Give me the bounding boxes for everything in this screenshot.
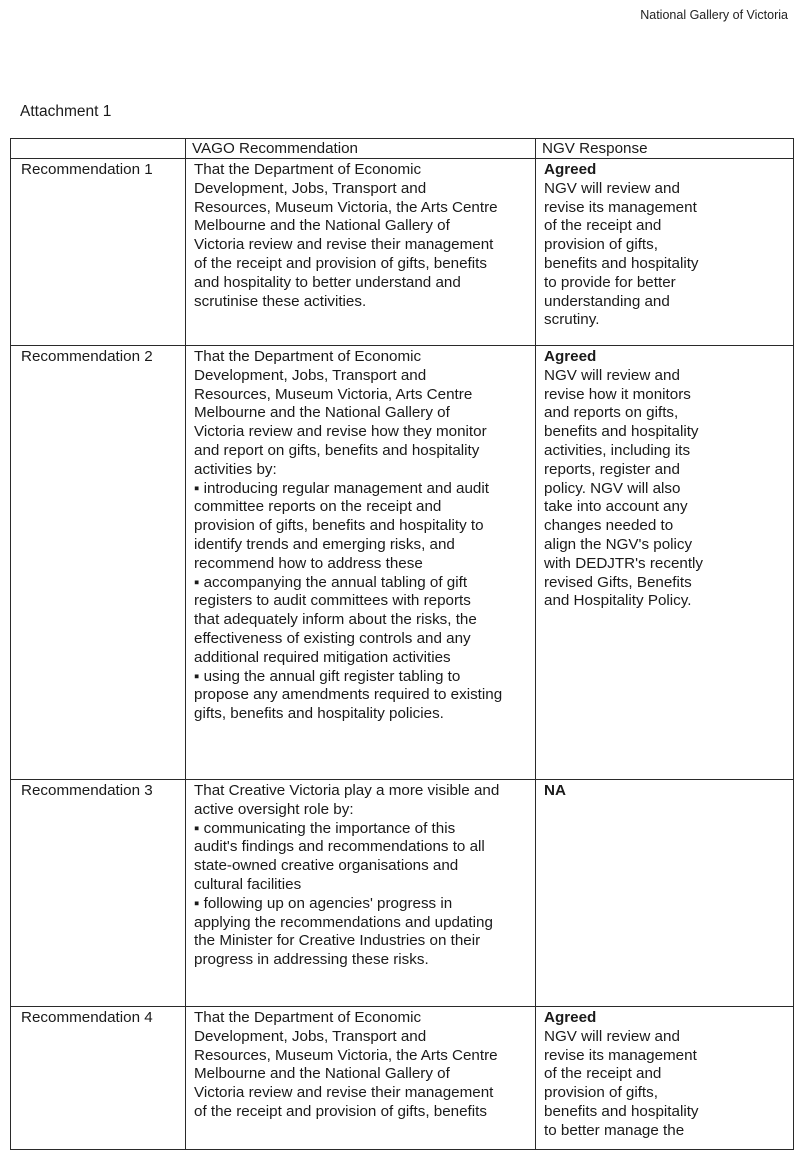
recommendation-bullet-line: ▪ following up on agencies' progress in xyxy=(194,894,453,912)
response-text-line: and reports on gifts, xyxy=(544,404,679,422)
response-text-line: revise its management xyxy=(544,198,697,216)
response-text-line: revise its management xyxy=(544,1046,697,1064)
ngv-response-cell xyxy=(536,159,794,346)
recommendation-text-line: That the Department of Economic xyxy=(194,348,422,365)
ngv-response-cell xyxy=(536,780,794,1007)
table-row xyxy=(11,780,794,1007)
response-status: Agreed xyxy=(544,348,597,365)
recommendation-text-line: propose any amendments required to existing xyxy=(194,686,503,704)
response-text-line: provision of gifts, xyxy=(544,1084,658,1102)
recommendation-text-line: of the receipt and provision of gifts, benefits xyxy=(194,254,487,272)
recommendation-text-line: the Minister for Creative Industries on their xyxy=(194,932,481,950)
recommendation-text-line: That Creative Victoria play a more visible and xyxy=(194,782,500,799)
recommendation-text-line: Resources, Museum Victoria, the Arts Centre xyxy=(194,198,498,216)
recommendation-text-line: cultural facilities xyxy=(194,875,302,893)
vago-recommendation-cell xyxy=(186,346,536,780)
recommendation-text-line: additional required mitigation activities xyxy=(194,648,451,666)
response-text-line: revised Gifts, Benefits xyxy=(544,573,692,591)
recommendation-text-line: Melbourne and the National Gallery of xyxy=(194,404,450,422)
response-text-line: to better manage the xyxy=(544,1121,685,1139)
table-body xyxy=(11,159,794,1150)
recommendation-text-line: recommend how to address these xyxy=(194,554,423,572)
response-text-line: understanding and xyxy=(544,292,670,310)
response-text-line: activities, including its xyxy=(544,441,691,459)
recommendation-text-line: scrutinise these activities. xyxy=(194,292,367,310)
recommendation-bullet-line: ▪ introducing regular management and audit xyxy=(194,479,489,497)
recommendation-text-line: applying the recommendations and updating xyxy=(194,913,493,931)
response-text-line: reports, register and xyxy=(544,460,680,478)
vago-recommendation-cell xyxy=(186,780,536,1007)
response-text-line: NGV will review and xyxy=(544,179,680,197)
table-row xyxy=(11,1007,794,1150)
recommendation-label: Recommendation 4 xyxy=(11,1007,186,1150)
response-text-line: NGV will review and xyxy=(544,1027,680,1045)
ngv-response-cell xyxy=(536,346,794,780)
response-text-line: with DEDJTR's recently xyxy=(544,554,704,572)
response-text-line: of the receipt and xyxy=(544,217,662,235)
recommendation-text-line: Development, Jobs, Transport and xyxy=(194,179,427,197)
response-status: NA xyxy=(544,782,566,799)
response-text-line: benefits and hospitality xyxy=(544,254,699,272)
response-text-line: NGV will review and xyxy=(544,366,680,384)
recommendation-text-line: and report on gifts, benefits and hospitality xyxy=(194,441,480,459)
recommendation-text-line: and hospitality to better understand and xyxy=(194,273,461,291)
recommendation-text-line: of the receipt and provision of gifts, benefits xyxy=(194,1102,487,1120)
recommendation-text-line: Resources, Museum Victoria, Arts Centre xyxy=(194,385,473,403)
response-status: Agreed xyxy=(544,1009,597,1026)
recommendation-text-line: activities by: xyxy=(194,460,277,478)
recommendation-text-line: that adequately inform about the risks, the xyxy=(194,611,477,629)
response-text-line: of the receipt and xyxy=(544,1065,662,1083)
recommendation-label: Recommendation 1 xyxy=(11,159,186,346)
recommendation-text-line: Victoria review and revise their management xyxy=(194,236,494,254)
recommendation-label: Recommendation 2 xyxy=(11,346,186,780)
recommendation-text-line: That the Department of Economic xyxy=(194,1009,422,1026)
vago-recommendation-cell xyxy=(186,1007,536,1150)
recommendation-text-line: identify trends and emerging risks, and xyxy=(194,535,455,553)
recommendation-text-line: registers to audit committees with reports xyxy=(194,592,471,610)
recommendation-bullet-line: ▪ accompanying the annual tabling of gift xyxy=(194,573,468,591)
recommendation-text-line: Resources, Museum Victoria, the Arts Centre xyxy=(194,1046,498,1064)
recommendation-text-line: Victoria review and revise how they monitor xyxy=(194,423,487,441)
recommendation-text-line: That the Department of Economic xyxy=(194,161,422,178)
recommendation-text-line: state-owned creative organisations and xyxy=(194,857,459,875)
recommendation-text-line: progress in addressing these risks. xyxy=(194,951,429,969)
response-text-line: benefits and hospitality xyxy=(544,1102,699,1120)
recommendation-text-line: Development, Jobs, Transport and xyxy=(194,366,427,384)
header-ngv-response: NGV Response xyxy=(536,139,794,159)
recommendation-text-line: effectiveness of existing controls and any xyxy=(194,629,471,647)
response-status: Agreed xyxy=(544,161,597,178)
response-text-line: to provide for better xyxy=(544,273,676,291)
recommendation-label: Recommendation 3 xyxy=(11,780,186,1007)
recommendation-text-line: gifts, benefits and hospitality policies. xyxy=(194,705,444,723)
response-text-line: revise how it monitors xyxy=(544,385,691,403)
header-empty-cell xyxy=(11,139,186,159)
recommendation-bullet-line: ▪ using the annual gift register tabling to xyxy=(194,667,461,685)
recommendation-text-line: active oversight role by: xyxy=(194,800,354,818)
response-text-line: align the NGV's policy xyxy=(544,535,693,553)
recommendation-text-line: Development, Jobs, Transport and xyxy=(194,1027,427,1045)
recommendation-bullet-line: ▪ communicating the importance of this xyxy=(194,819,456,837)
response-text-line: scrutiny. xyxy=(544,311,600,329)
attachment-title: Attachment 1 xyxy=(20,103,112,120)
recommendation-text-line: provision of gifts, benefits and hospitality to xyxy=(194,517,484,535)
response-text-line: changes needed to xyxy=(544,517,674,535)
header-vago-recommendation: VAGO Recommendation xyxy=(186,139,536,159)
table-row xyxy=(11,346,794,780)
table-row xyxy=(11,159,794,346)
response-text-line: benefits and hospitality xyxy=(544,423,699,441)
recommendation-text-line: Melbourne and the National Gallery of xyxy=(194,217,450,235)
vago-recommendation-cell xyxy=(186,159,536,346)
recommendation-text-line: audit's findings and recommendations to all xyxy=(194,838,485,856)
recommendation-text-line: Victoria review and revise their management xyxy=(194,1084,494,1102)
response-text-line: and Hospitality Policy. xyxy=(544,592,692,610)
response-text-line: provision of gifts, xyxy=(544,236,658,254)
ngv-response-cell xyxy=(536,1007,794,1150)
recommendation-text-line: Melbourne and the National Gallery of xyxy=(194,1065,450,1083)
table-header-row xyxy=(11,139,794,159)
page-header-organisation: National Gallery of Victoria xyxy=(640,8,788,22)
recommendations-table xyxy=(10,138,794,1150)
response-text-line: take into account any xyxy=(544,498,688,516)
recommendation-text-line: committee reports on the receipt and xyxy=(194,498,442,516)
response-text-line: policy. NGV will also xyxy=(544,479,681,497)
